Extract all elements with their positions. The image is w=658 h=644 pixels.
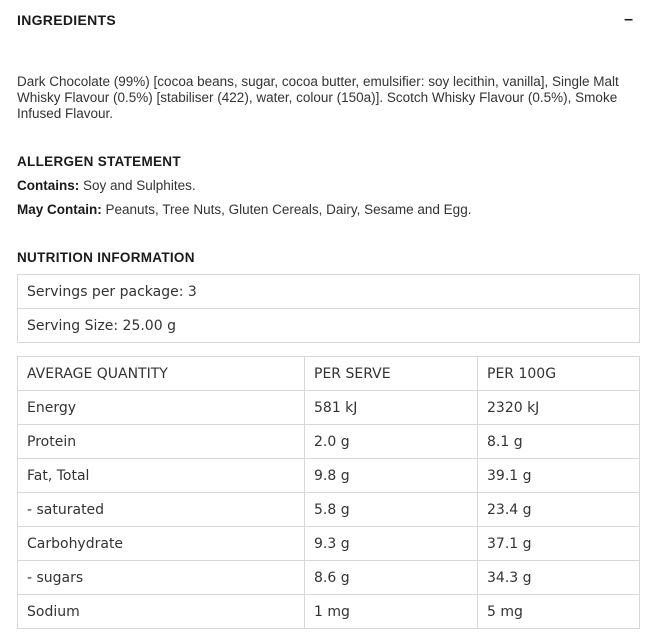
per-100g-value: 37.1 g [478, 527, 640, 561]
per-serve-value: 5.8 g [305, 493, 478, 527]
nutrient-name: Protein [18, 425, 305, 459]
table-row [18, 527, 640, 561]
per-100g-value: 34.3 g [478, 561, 640, 595]
per-serve-value: 8.6 g [305, 561, 478, 595]
per-100g-value: 2320 kJ [478, 391, 640, 425]
table-row [18, 459, 640, 493]
per-serve-value: 581 kJ [305, 391, 478, 425]
serving-size: Serving Size: 25.00 g [18, 309, 640, 343]
table-row [18, 561, 640, 595]
nutrition-table [17, 356, 640, 629]
contains-label: Contains: [17, 178, 80, 193]
ingredients-header[interactable] [17, 10, 633, 30]
per-serve-value: 1 mg [305, 595, 478, 629]
allergen-contains [17, 178, 196, 193]
table-header-row [18, 357, 640, 391]
nutrient-name: Fat, Total [18, 459, 305, 493]
per-100g-value: 8.1 g [478, 425, 640, 459]
table-row [18, 425, 640, 459]
table-row [18, 391, 640, 425]
allergen-title: ALLERGEN STATEMENT [17, 154, 181, 169]
nutrient-name: - sugars [18, 561, 305, 595]
per-serve-value: 9.3 g [305, 527, 478, 561]
allergen-may-contain [17, 202, 471, 217]
per-serve-value: 9.8 g [305, 459, 478, 493]
ingredients-text: Dark Chocolate (99%) [cocoa beans, sugar, cocoa butter, emulsifier: soy lecithin, vanilla], Single Malt Whisky Flavour (0.5%) [stabiliser (422), water, colour (150a)]. Scotch Whisky Flavour (0.5%), Smoke Infused Flavour. [17, 74, 619, 121]
column-header: PER 100G [478, 357, 640, 391]
collapse-toggle-icon[interactable]: – [624, 11, 633, 28]
may-contain-value: Peanuts, Tree Nuts, Gluten Cereals, Dairy, Sesame and Egg. [101, 202, 472, 217]
table-row [18, 275, 640, 309]
nutrient-name: Sodium [18, 595, 305, 629]
table-row [18, 595, 640, 629]
per-100g-value: 23.4 g [478, 493, 640, 527]
nutrient-name: Energy [18, 391, 305, 425]
column-header: PER SERVE [305, 357, 478, 391]
table-row [18, 493, 640, 527]
ingredients-title: INGREDIENTS [17, 12, 116, 28]
nutrition-title: NUTRITION INFORMATION [17, 250, 195, 265]
per-serve-value: 2.0 g [305, 425, 478, 459]
column-header: AVERAGE QUANTITY [18, 357, 305, 391]
contains-value: Soy and Sulphites. [79, 178, 196, 193]
servings-per-package: Servings per package: 3 [18, 275, 640, 309]
table-row [18, 309, 640, 343]
nutrient-name: Carbohydrate [18, 527, 305, 561]
nutrient-name: - saturated [18, 493, 305, 527]
servings-table [17, 274, 640, 343]
may-contain-label: May Contain: [17, 202, 102, 217]
per-100g-value: 5 mg [478, 595, 640, 629]
per-100g-value: 39.1 g [478, 459, 640, 493]
